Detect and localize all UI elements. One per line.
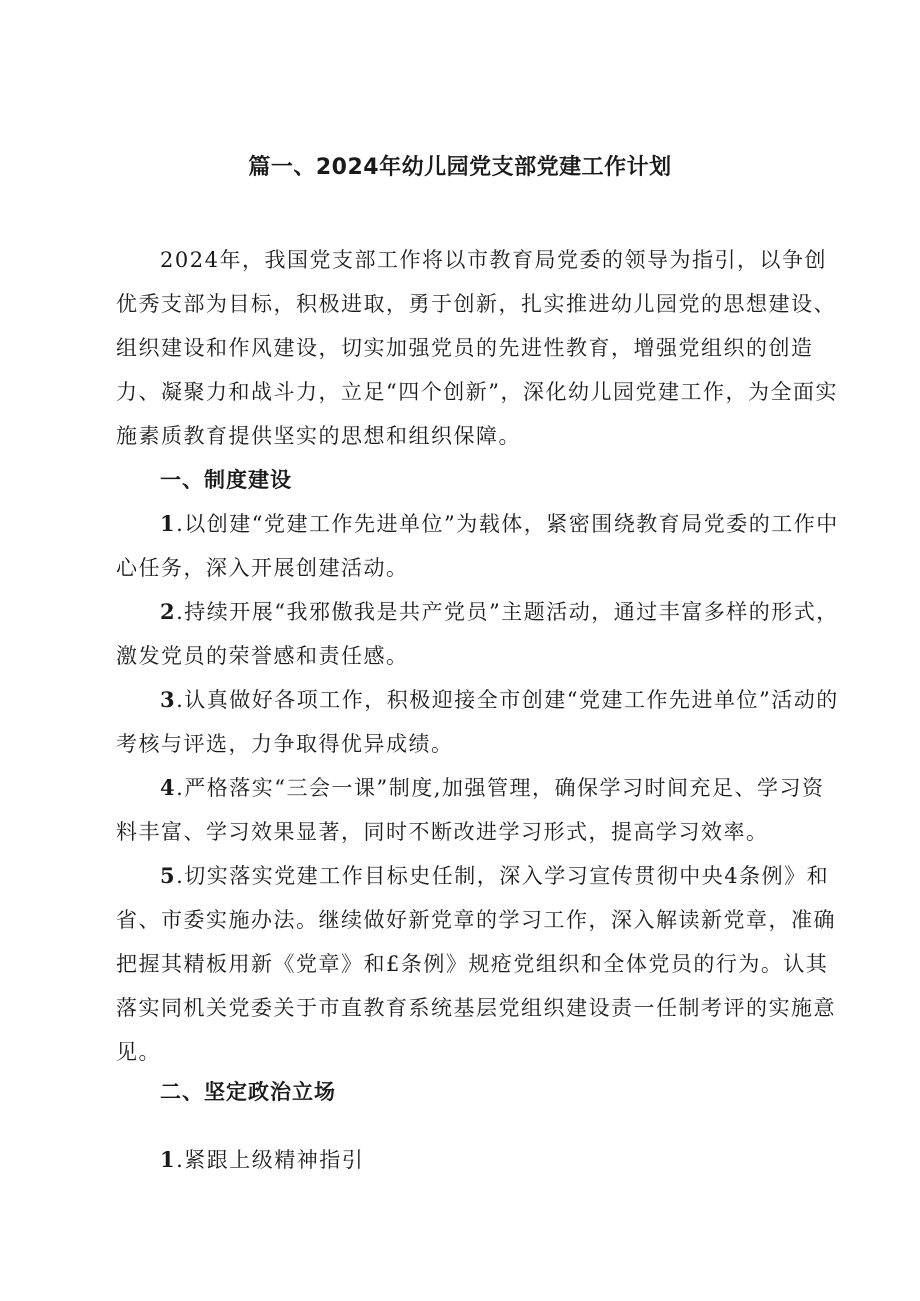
document-title: 篇一、2024年幼儿园党支部党建工作计划 [248, 155, 672, 180]
item-number: 4 [160, 775, 177, 800]
item-number: 5 [160, 863, 177, 888]
item-text: .紧跟上级精神指引 [176, 1148, 365, 1172]
section-heading-1: 一、制度建设 [160, 468, 292, 492]
section1-item-3 [116, 678, 846, 766]
item-number: 2 [160, 599, 177, 624]
section1-item-1 [116, 502, 846, 590]
item-text: .切实落实党建工作目标史任制，深入学习宣传贯彻中央4条例》和省、市委实施办法。继续做好新党章的学习工作，深入解读新党章，准确把握其精板用新《党章》和£条例》规疮党组织和全体党员的行为。认其落实同机关党委关于市直教育系统基层党组织建设责一任制考评的实施意见。 [116, 864, 836, 1064]
section1-item-4 [116, 766, 846, 854]
section-heading-2: 二、坚定政治立场 [160, 1080, 336, 1104]
item-text: .严格落实“三会一课”制度,加强管理，确保学习时间充足、学习资料丰富、学习效果显著，同时不断改进学习形式，提高学习效率。 [116, 776, 825, 844]
intro-paragraph: 2024年，我国党支部工作将以市教育局党委的领导为指引，以争创优秀支部为目标，积极进取，勇于创新，扎实推进幼儿园党的思想建设、组织建设和作风建设，切实加强党员的先进性教育，增强党组织的创造力、凝聚力和战斗力，立足“四个创新”，深化幼儿园党建工作，为全面实施素质教育提供坚实的思想和组织保障。 [116, 248, 838, 448]
section1-item-5 [116, 854, 846, 1074]
item-text: .持续开展“我邪傲我是共产党员”主题活动，通过丰富多样的形式，激发党员的荣誉感和责任感。 [116, 600, 839, 668]
item-number: 3 [160, 687, 177, 712]
item-text: .认真做好各项工作，积极迎接全市创建“党建工作先进单位”活动的考核与评选，力争取得优异成绩。 [116, 688, 839, 756]
section1-item-2 [116, 590, 846, 678]
section2-item-1 [116, 1138, 846, 1182]
item-number: 1 [160, 511, 177, 536]
item-number: 1 [160, 1147, 177, 1172]
item-text: .以创建“党建工作先进单位”为载体，紧密围绕教育局党委的工作中心任务，深入开展创建活动。 [116, 512, 839, 580]
